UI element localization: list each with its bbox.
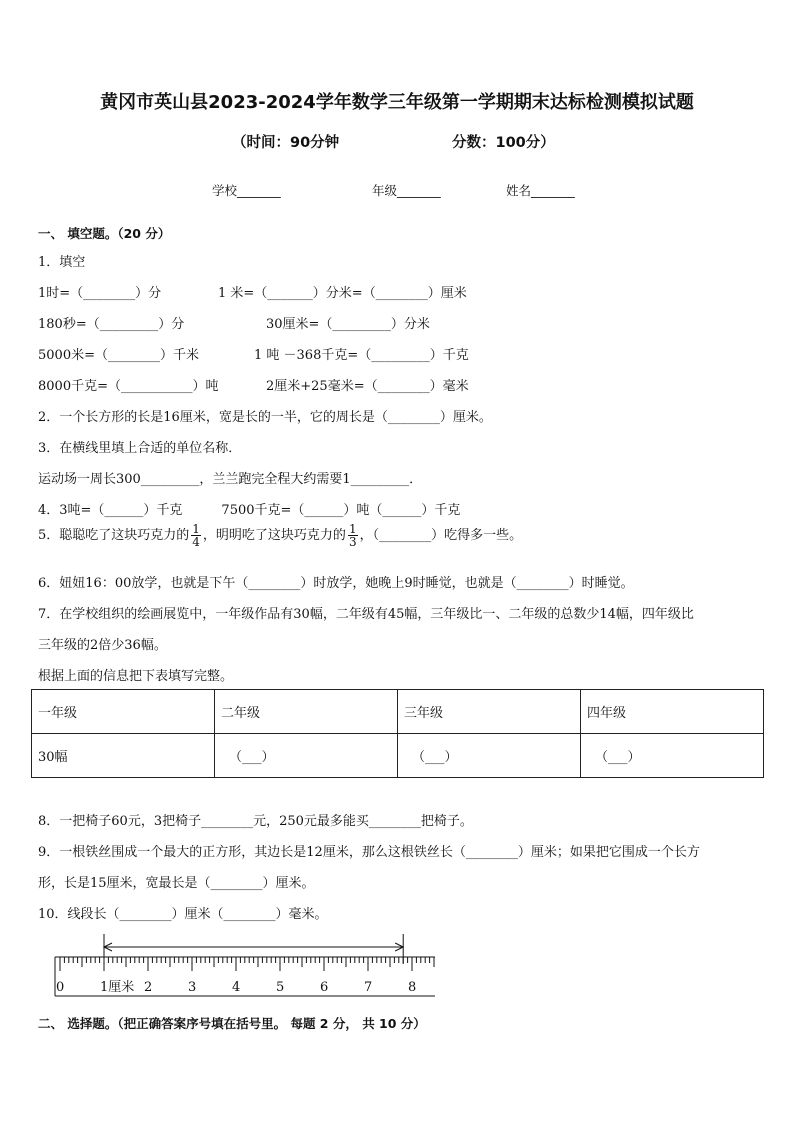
ruler-label: 5 xyxy=(276,980,285,995)
exam-time: （时间：90分钟 xyxy=(232,135,340,151)
table-header-cell: 二年级 xyxy=(215,690,398,734)
ruler-labels xyxy=(56,979,416,995)
question-7-line-1: 7．在学校组织的绘画展览中，一年级作品有30幅，二年级有45幅，三年级比一、二年级的总数少14幅，四年级比 xyxy=(38,607,694,622)
exam-score: 分数：100分） xyxy=(452,135,555,151)
school-field: 学校_______ xyxy=(212,183,281,198)
q1-item-km: 5000米=（________）千米 xyxy=(38,348,199,363)
q1-item-meter: 1 米=（_______）分米=（________）厘米 xyxy=(218,286,467,301)
table-cell: 30幅 xyxy=(32,734,215,778)
table-header-row xyxy=(32,690,764,734)
ruler-label: 1厘米 xyxy=(100,980,135,995)
q5-text-2: ，明明吃了这块巧克力的 xyxy=(202,528,346,543)
ruler-label: 6 xyxy=(320,980,329,995)
ruler-label: 0 xyxy=(56,980,65,995)
question-5 xyxy=(38,523,522,548)
ruler-label: 3 xyxy=(188,980,197,995)
ruler-label: 8 xyxy=(408,980,417,995)
q1-item-kg: 8000千克=（___________）吨 xyxy=(38,379,219,394)
name-field: 姓名_______ xyxy=(506,183,575,198)
q1-item-centimeter: 30厘米=（_________）分米 xyxy=(266,317,430,332)
question-9-line-2: 形，长是15厘米，宽最长是（________）厘米。 xyxy=(38,876,315,891)
question-9-line-1: 9．一根铁丝围成一个最大的正方形，其边长是12厘米，那么这根铁丝长（________）厘米；如果把它围成一个长方 xyxy=(38,845,700,860)
table-header-cell: 三年级 xyxy=(398,690,581,734)
table-row xyxy=(32,734,764,778)
q1-item-seconds: 180秒=（_________）分 xyxy=(38,317,185,332)
q1-item-hour: 1时=（________）分 xyxy=(38,286,162,301)
table-cell[interactable]: （___） xyxy=(398,734,581,778)
question-3: 3．在横线里填上合适的单位名称． xyxy=(38,441,242,456)
ruler-figure xyxy=(50,930,450,1002)
grade-artwork-table xyxy=(31,689,764,778)
exam-title: 黄冈市英山县2023-2024学年数学三年级第一学期期末达标检测模拟试题 xyxy=(100,92,694,113)
question-1: 1．填空 xyxy=(38,255,86,270)
question-6: 6．妞妞16：00放学，也就是下午（________）时放学，她晚上9时睡觉，也就是（________）时睡觉。 xyxy=(38,576,634,591)
q5-text-1: 5．聪聪吃了这块巧克力的 xyxy=(38,528,190,543)
section-2-heading: 二、 选择题。（把正确答案序号填在括号里。 每题 2 分， 共 10 分） xyxy=(38,1016,426,1031)
q1-item-mm: 2厘米+25毫米=（________）毫米 xyxy=(266,379,469,394)
table-cell[interactable]: （___） xyxy=(581,734,764,778)
question-10: 10．线段长（________）厘米（________）毫米。 xyxy=(38,907,328,922)
question-7-line-2: 三年级的2倍少36幅。 xyxy=(38,638,167,653)
ruler-label: 2 xyxy=(144,980,153,995)
question-3-item: 运动场一周长300_________，兰兰跑完全程大约需要1_________． xyxy=(38,472,423,487)
table-header-cell: 四年级 xyxy=(581,690,764,734)
ruler-label: 4 xyxy=(232,980,241,995)
ruler-label: 7 xyxy=(364,980,373,995)
question-4: 4．3吨=（______）千克 7500千克=（______）吨（______）千克 xyxy=(38,503,461,518)
question-2: 2．一个长方形的长是16厘米，宽是长的一半，它的周长是（________）厘米。 xyxy=(38,410,492,425)
fraction-one-third: $\frac{1}{3}$ xyxy=(348,522,357,549)
table-header-cell: 一年级 xyxy=(32,690,215,734)
table-cell[interactable]: （___） xyxy=(215,734,398,778)
q5-text-3: ，（________）吃得多一些。 xyxy=(359,528,523,543)
section-1-heading: 一、 填空题。（20 分） xyxy=(38,226,171,241)
fraction-one-quarter: $\frac{1}{4}$ xyxy=(192,522,200,549)
grade-field: 年级_______ xyxy=(372,183,441,198)
q1-item-ton: 1 吨 －368千克=（_________）千克 xyxy=(254,348,469,363)
question-7-instruction: 根据上面的信息把下表填写完整。 xyxy=(38,669,234,684)
question-8: 8．一把椅子60元，3把椅子________元，250元最多能买________把椅子。 xyxy=(38,814,473,829)
ruler-ticks xyxy=(60,957,434,971)
